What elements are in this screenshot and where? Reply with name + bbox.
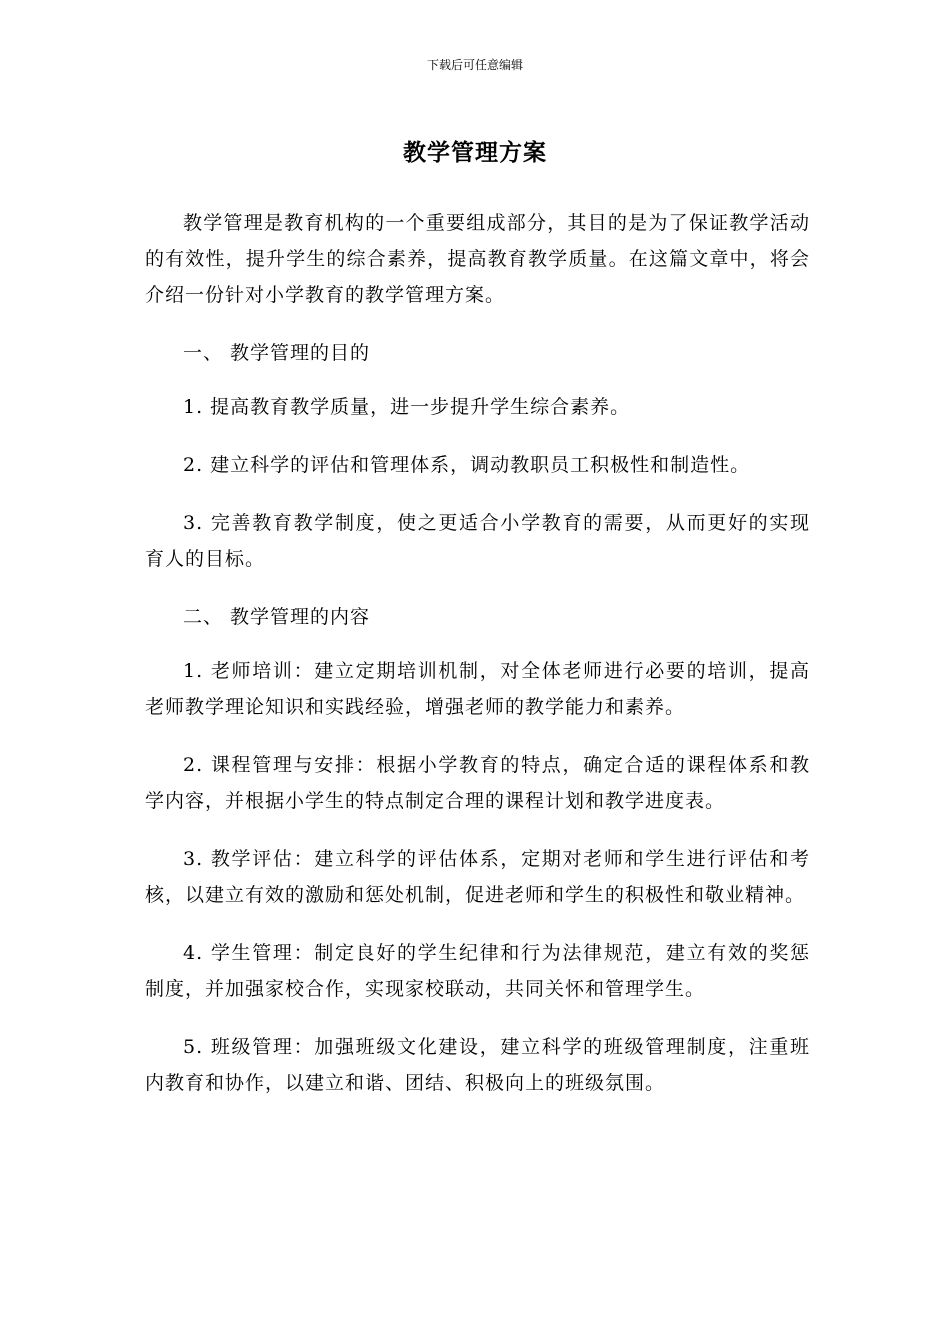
- purpose-item-1: 1. 提高教育教学质量，进一步提升学生综合素养。: [183, 396, 631, 418]
- content-item-2: 2. 课程管理与安排：根据小学教育的特点，确定合适的课程体系和教学内容，并根据小学生的特点制定合理的课程计划和教学进度表。: [145, 754, 810, 812]
- header-note: 下载后可任意编辑: [426, 58, 523, 72]
- purpose-item-2: 2. 建立科学的评估和管理体系，调动教职员工积极性和制造性。: [183, 454, 751, 476]
- content-item-1: 1. 老师培训：建立定期培训机制，对全体老师进行必要的培训，提高老师教学理论知识和实践经验，增强老师的教学能力和素养。: [145, 660, 810, 718]
- purpose-item-3: 3. 完善教育教学制度，使之更适合小学教育的需要，从而更好的实现育人的目标。: [145, 512, 810, 570]
- section-heading-purpose: 一、 教学管理的目的: [183, 342, 371, 364]
- content-item-3: 3. 教学评估：建立科学的评估体系，定期对老师和学生进行评估和考核，以建立有效的激励和惩处机制，促进老师和学生的积极性和敬业精神。: [145, 848, 810, 906]
- intro-paragraph: 教学管理是教育机构的一个重要组成部分，其目的是为了保证教学活动的有效性，提升学生的综合素养，提高教育教学质量。在这篇文章中，将会介绍一份针对小学教育的教学管理方案。: [145, 212, 810, 306]
- content-item-4: 4. 学生管理：制定良好的学生纪律和行为法律规范，建立有效的奖惩制度，并加强家校合作，实现家校联动，共同关怀和管理学生。: [145, 942, 810, 1000]
- document-title: 教学管理方案: [403, 140, 547, 166]
- section-heading-content: 二、 教学管理的内容: [183, 606, 371, 628]
- document-body: [145, 205, 810, 1123]
- content-item-5: 5. 班级管理：加强班级文化建设，建立科学的班级管理制度，注重班内教育和协作，以建立和谐、团结、积极向上的班级氛围。: [145, 1036, 810, 1094]
